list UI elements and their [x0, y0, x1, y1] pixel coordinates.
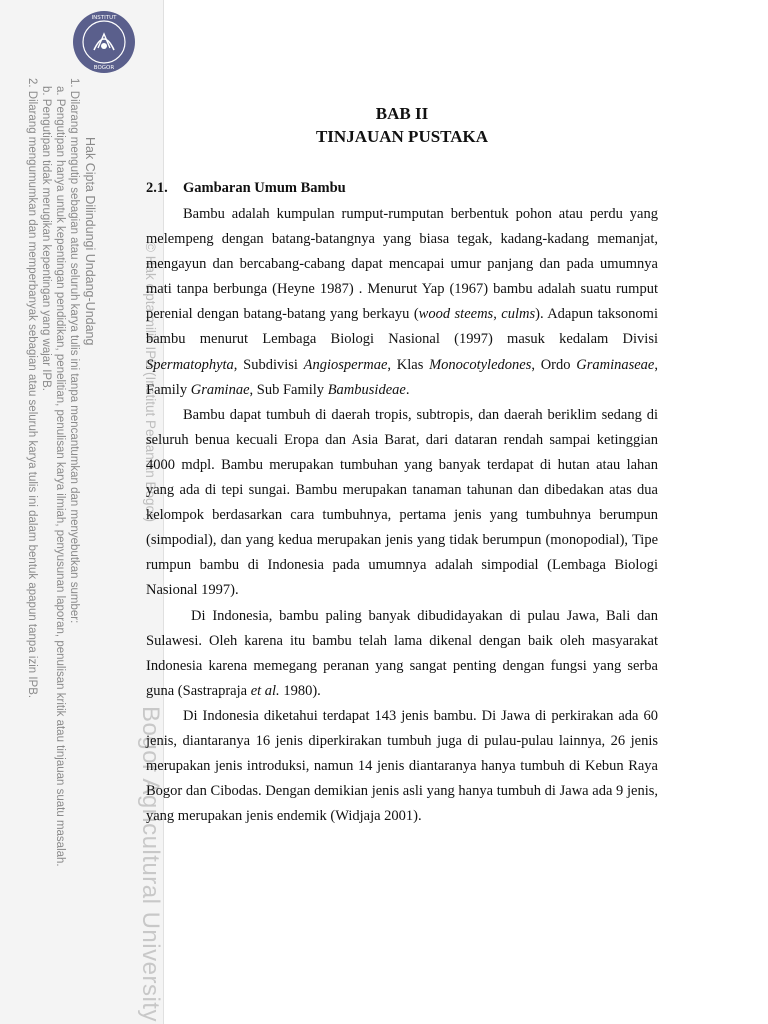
- watermark-copyright: © Hak cipta milik IPB (Institut Pertanian Bogor): [143, 242, 158, 523]
- section-heading: [146, 180, 346, 197]
- section-title: Gambaran Umum Bambu: [183, 180, 346, 196]
- ipb-seal-logo: [72, 10, 136, 74]
- copyright-title: Hak Cipta Dilindungi Undang-Undang: [83, 137, 97, 346]
- chapter-title: TINJAUAN PUSTAKA: [315, 127, 489, 146]
- paragraph-4: Di Indonesia diketahui terdapat 143 jenis bambu. Di Jawa di perkirakan ada 60 jenis, diantaranya 16 jenis diperkirakan tumbuh juga di pulau-pulau lainnya, 26 jenis merupakan jenis introduksi, namun 14 jenis diantaranya hanya tumbuh di Kebun Raya Bogor dan Cibodas. Dengan demikian jenis asli yang hanya tumbuh di Jawa ada 9 jenis, yang merupakan jenis endemik (Widjaja 2001).: [146, 707, 658, 825]
- watermark-university: Bogor Agricultural University: [137, 706, 164, 1022]
- chapter-number: BAB II: [375, 104, 429, 123]
- copyright-line-2: 2. Dilarang mengumumkan dan memperbanyak sebagian atau seluruh karya tulis ini dalam bentuk apapun tanpa izin IPB.: [26, 78, 38, 699]
- svg-text:BOGOR: BOGOR: [93, 65, 115, 71]
- paragraph-1: Bambu adalah kumpulan rumput-rumputan berbentuk pohon atau perdu yang melempeng dengan batang-batangnya yang biasa tegak, kadang-kadang memanjat, mengayun dan bercabang-cabang dapat mencapai umur panjang dan pada umumnya mati tanpa berbunga (Heyne 1987) . Menurut Yap (1967) bambu adalah suatu rumput perenial dengan batang-batang yang berkayu (wood steems, culms). Adapun taksonomi bambu menurut Lembaga Biologi Nasional (1997) masuk kedalam Divisi Spermatophyta, Subdivisi Angiospermae, Klas Monocotyledones, Ordo Graminaseae, Family Graminae, Sub Family Bambusideae.: [146, 206, 658, 398]
- copyright-line-1: 1. Dilarang mengutip sebagian atau seluruh karya tulis ini tanpa mencantumkan dan menyebutkan sumber:: [68, 78, 80, 624]
- svg-text:INSTITUT: INSTITUT: [91, 15, 117, 21]
- body-text: [146, 202, 658, 829]
- copyright-line-1a: a. Pengutipan hanya untuk kepentingan pendidikan, penelitian, penulisan karya ilmiah, penyusunan laporan, penulisan kritik atau tinjauan suatu masalah.: [54, 86, 66, 867]
- paragraph-2: Bambu dapat tumbuh di daerah tropis, subtropis, dan daerah beriklim sedang di seluruh benua kecuali Eropa dan Asia Barat, dari dataran rendah sampai ketinggian 4000 mdpl. Bambu merupakan tumbuhan yang banyak terdapat di hutan atau lahan yang ada di tepi sungai. Bambu merupakan tanaman tahunan dan dibedakan atas dua kelompok berdasarkan cara tumbuhnya, pertama jenis yang tumbuhnya berumpun (simpodial), dan yang kedua merupakan jenis yang tidak berumpun (monopodial), Tipe rumpun bambu di Indonesia pada umumnya adalah simpodial (Lembaga Biologi Nasional 1997).: [146, 406, 658, 599]
- section-number: 2.1.: [146, 180, 168, 196]
- paragraph-3: Di Indonesia, bambu paling banyak dibudidayakan di pulau Jawa, Bali dan Sulawesi. Oleh karena itu bambu telah lama dikenal dengan baik oleh masyarakat Indonesia karena memegang peranan yang sangat penting dengan fungsi yang serba guna (Sastrapraja et al. 1980).: [146, 607, 658, 699]
- copyright-line-1b: b. Pengutipan tidak merugikan kepentingan yang wajar IPB.: [40, 86, 52, 391]
